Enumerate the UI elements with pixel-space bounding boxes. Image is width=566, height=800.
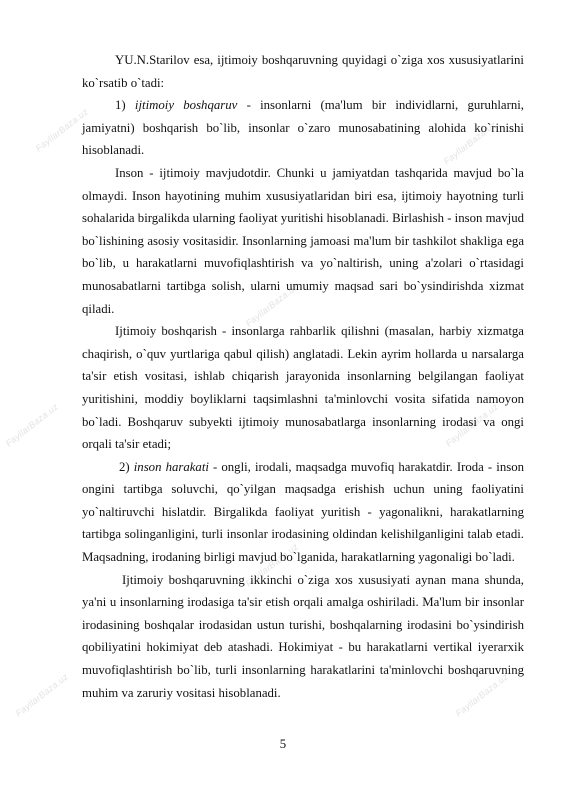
term-ijtimoiy-boshqaruv: ijtimoiy boshqaruv [134,98,238,113]
watermark-text: FayllarBaza.uz [443,401,501,449]
watermark-text: FayllarBaza.uz [3,401,61,449]
watermark-text: FayllarBaza.uz [243,281,301,329]
watermark-text: FayllarBaza.uz [13,671,71,719]
paragraph-ijtimoiy-boshqarish: Ijtimoiy boshqarish - insonlarga rahbarlik qilishni (masalan, harbiy xizmatga chaqirish, o`quv yurtlariga qabul qilish) anglatadi. Lekin ayrim hollarda u narsalarga ta'sir etish vositasi, ishlab chiqarish jarayonida insonlarning belgilangan faoliyat yuritishini, moddiy boyliklarni taqsimlashni ta'minlovchi vosita sifatida namoyon bo`ladi. Boshqaruv subyekti ijtimoiy munosabatlarga insonlarning irodasi va ongi orqali ta'sir etadi; [82,324,524,452]
watermark-text: FayllarBaza.uz [243,541,301,589]
list-number: 2) [119,459,134,474]
list-number: 1) [115,98,135,113]
document-body [82,49,524,704]
list-item-text: - ongli, irodali, maqsadga muvofiq harakatdir. Iroda - inson ongini tartibga soluvchi, qo`yilgan maqsadga erishish uchun uning faoliyatini yo`naltiruvchi hislatdir. Birgalikda faoliyat yuritish - yagonalikni, harakatlarning tartibga solinganligini, turli insonlar irodasining oldindan kelishilganligini talab etadi. Maqsadning, irodaning birligi mavjud bo`lganida, harakatlarning yagonaligi bo`ladi. [82,459,524,565]
watermark-text: FayllarBaza.uz [453,671,511,719]
list-item-1-social-management [82,94,524,162]
list-item-text: - insonlarni (ma'lum bir individlarni, guruhlarni, jamiyatni) boshqarish bo`lib, insonlar o`zaro munosabatining alohida ko`rinishi hisoblanadi. [82,98,525,158]
list-item-2-human-action [82,456,524,569]
watermark-text: FayllarBaza.uz [441,119,499,167]
term-inson-harakati: inson harakati [133,459,209,474]
page-number: 5 [279,737,287,751]
watermark-text: FayllarBaza.uz [33,106,91,154]
paragraph-second-feature: Ijtimoiy boshqaruvning ikkinchi o`ziga xos xususiyati aynan mana shunda, ya'ni u insonlarning irodasiga ta'sir etish orqali amalga oshiriladi. Ma'lum bir insonlar irodasining boshqalar irodasidan ustun turishi, boshqalarning irodasini bo`ysindirish qobiliyatini hokimiyat deb atashadi. Hokimiyat - bu harakatlarni vertikal iyerarxik muvofiqlashtirish bo`lib, turli insonlarning harakatlarini ta'minlovchi boshqaruvning muhim va zaruriy vositasi hisoblanadi. [82,572,524,700]
paragraph-inson-social-being: Inson - ijtimoiy mavjudotdir. Chunki u jamiyatdan tashqarida mavjud bo`la olmaydi. Inson hayotining muhim xususiyatlaridan biri esa, ijtimoiy hayotning turli sohalarida birgalikda ularning faoliyat yuritishi hisoblanadi. Birlashish - inson mavjud bo`lishining asosiy vositasidir. Insonlarning jamoasi ma'lum bir tashkilot shakliga ega bo`lib, u harakatlarni muvofiqlashtirish va yo`naltirish, uning a'zolari o`rtasidagi munosabatlarni tartibga solish, ularni umumiy maqsad sari bo`ysindirishda xizmat qiladi. [82,165,524,316]
paragraph-starilov-intro: YU.N.Starilov esa, ijtimoiy boshqaruvning quyidagi o`ziga xos xususiyatlarini ko`rsatib o`tadi: [82,53,524,90]
